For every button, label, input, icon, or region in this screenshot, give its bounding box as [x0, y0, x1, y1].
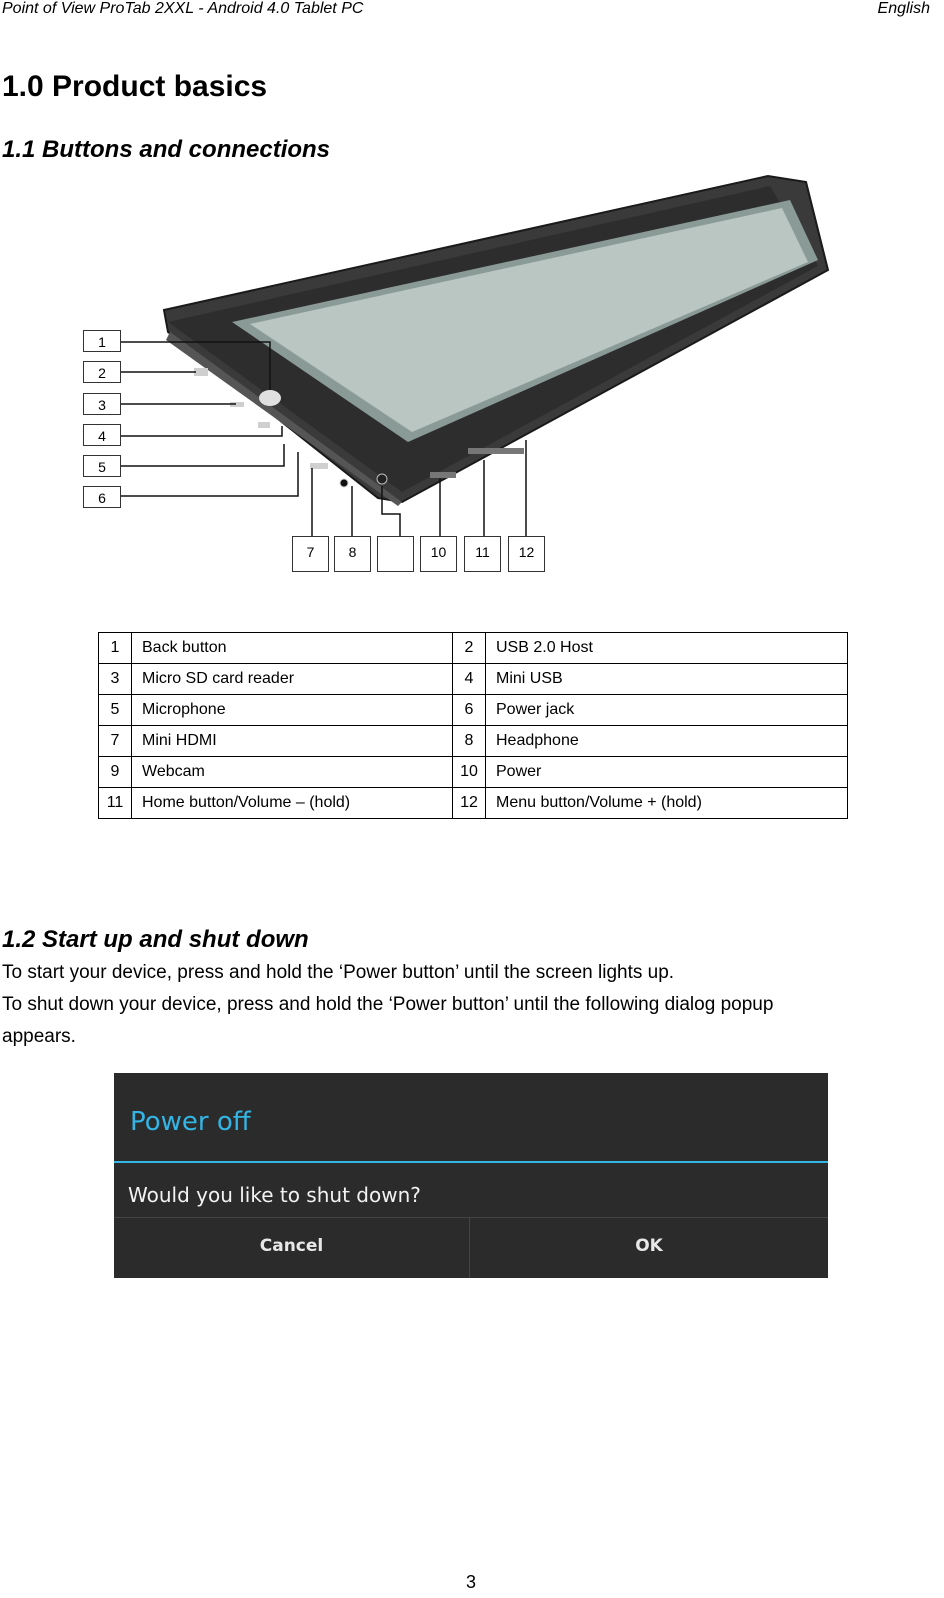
item-label: Home button/Volume – (hold) — [132, 788, 453, 819]
item-number: 4 — [453, 664, 486, 695]
dialog-title-divider — [114, 1161, 828, 1163]
table-row — [99, 695, 848, 726]
item-label: Power — [486, 757, 848, 788]
power-off-dialog-screenshot — [114, 1073, 828, 1278]
tablet-illustration — [0, 170, 944, 590]
callout-2: 2 — [83, 361, 121, 383]
document-header-language: English — [877, 0, 930, 17]
ok-button[interactable]: OK — [635, 1236, 663, 1256]
subsection-heading-startup: 1.2 Start up and shut down — [2, 926, 309, 953]
callout-6: 6 — [83, 486, 121, 508]
back-button-shape — [259, 390, 281, 406]
callout-11: 11 — [464, 536, 501, 572]
item-number: 5 — [99, 695, 132, 726]
callout-9 — [377, 536, 414, 572]
item-number: 6 — [453, 695, 486, 726]
table-row — [99, 664, 848, 695]
item-label: Menu button/Volume + (hold) — [486, 788, 848, 819]
paragraph-shutdown: To shut down your device, press and hold the ‘Power button’ until the following dialog popup — [2, 994, 774, 1015]
item-label: USB 2.0 Host — [486, 633, 848, 664]
item-label: Power jack — [486, 695, 848, 726]
callout-4: 4 — [83, 424, 121, 446]
item-number: 1 — [99, 633, 132, 664]
item-number: 11 — [99, 788, 132, 819]
table-row — [99, 726, 848, 757]
document-header-title: Point of View ProTab 2XXL - Android 4.0 Tablet PC — [2, 0, 364, 17]
subsection-heading-buttons: 1.1 Buttons and connections — [2, 136, 331, 163]
tablet-body — [164, 176, 828, 506]
item-label: Webcam — [132, 757, 453, 788]
paragraph-start: To start your device, press and hold the ‘Power button’ until the screen lights up. — [2, 962, 675, 983]
item-number: 8 — [453, 726, 486, 757]
item-number: 9 — [99, 757, 132, 788]
table-row — [99, 633, 848, 664]
table-row — [99, 788, 848, 819]
buttons-connections-table — [98, 632, 848, 819]
callout-7: 7 — [292, 536, 329, 572]
paragraph-appears: appears. — [2, 1026, 76, 1047]
item-number: 10 — [453, 757, 486, 788]
cancel-button[interactable]: Cancel — [114, 1218, 470, 1278]
callout-1: 1 — [83, 330, 121, 352]
dialog-title: Power off — [130, 1107, 251, 1137]
callout-3: 3 — [83, 393, 121, 415]
callout-12: 12 — [508, 536, 545, 572]
callout-8: 8 — [334, 536, 371, 572]
item-label: Microphone — [132, 695, 453, 726]
item-label: Mini HDMI — [132, 726, 453, 757]
dialog-button-row — [114, 1217, 828, 1278]
item-label: Headphone — [486, 726, 848, 757]
page-number: 3 — [466, 1572, 477, 1592]
item-number: 3 — [99, 664, 132, 695]
item-label: Back button — [132, 633, 453, 664]
callout-10: 10 — [420, 536, 457, 572]
item-number: 7 — [99, 726, 132, 757]
usb-port-shape — [194, 368, 208, 376]
item-label: Mini USB — [486, 664, 848, 695]
table-row — [99, 757, 848, 788]
item-label: Micro SD card reader — [132, 664, 453, 695]
item-number: 2 — [453, 633, 486, 664]
item-number: 12 — [453, 788, 486, 819]
section-heading: 1.0 Product basics — [2, 70, 268, 103]
callout-5: 5 — [83, 455, 121, 477]
dialog-message: Would you like to shut down? — [128, 1183, 421, 1207]
